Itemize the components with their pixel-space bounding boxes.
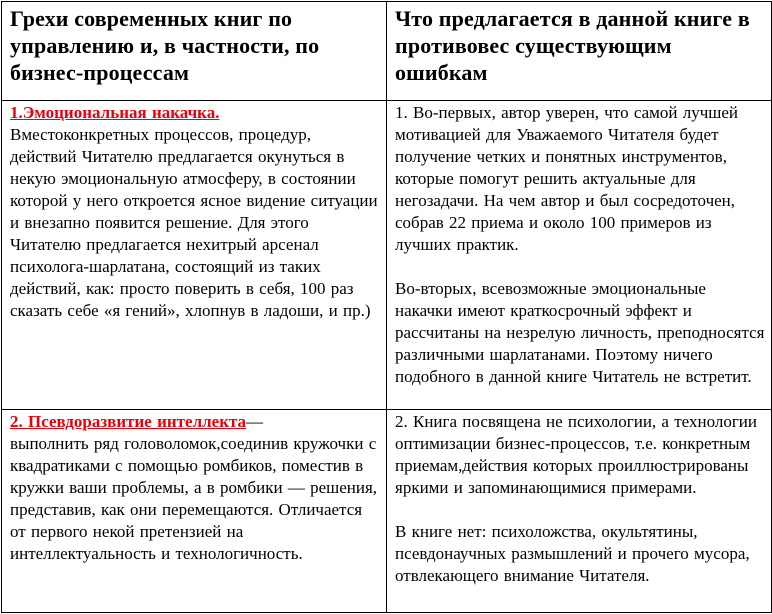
row1-left-cell xyxy=(2,101,387,410)
paragraph-gap xyxy=(395,499,765,521)
sin-item xyxy=(10,102,380,322)
row2-left-cell xyxy=(2,409,387,612)
table-row xyxy=(2,409,772,612)
sin-description: выполнить ряд головоломок,соединив кружочки с квадратиками с помощью ромбиков, поместив в кружки ваши проблемы, а в ромбики — решения, представив, как они перемещаются. Отличается от первого некой претензией на интеллектуальность и технологичность. xyxy=(10,433,378,563)
row2-right-cell xyxy=(387,409,772,612)
header-right-cell: Что предлагается в данной книге в противовес существующим ошибкам xyxy=(387,2,772,101)
answer-paragraph: Во-вторых, всевозможные эмоциональные накачки имеют краткосрочный эффект и рассчитаны на незрелую личность, преподносятся различными шарлатанами. Поэтому ничего подобного в данной книге Читатель не встретит. xyxy=(395,279,765,387)
sin-description: Вместоконкретных процессов, процедур, действий Читателю предлагается окунуться в некую эмоциональную атмосферу, в состоянии которой у него откроется ясное видение ситуации и внезапно появится решение. Для этого Читателю предлагается нехитрый арсенал психолога-шарлатана, состоящий из таких действий, как: просто поверить в себя, 100 раз сказать себе «я гений», хлопнув в ладоши, и пр.) xyxy=(10,125,378,321)
table-header-row xyxy=(2,2,772,101)
row1-right-cell xyxy=(387,101,772,410)
paragraph-gap xyxy=(395,256,765,278)
sin-title-suffix: — xyxy=(246,411,264,431)
table-row xyxy=(2,101,772,410)
sin-item xyxy=(10,411,380,565)
answer-paragraph: 2. Книга посвящена не психологии, а технологии оптимизации бизнес-процессов, т.е. конкретным приемам,действия которых проиллюстрированы яркими и запоминающимися примерами. xyxy=(395,411,758,497)
answer-paragraph: 1. Во-первых, автор уверен, что самой лучшей мотивацией для Уважаемого Читателя будет получение четких и понятных инструментов, которые помогут решить актуальные для негозадачи. На чем автор и был сосредоточен, собрав 22 приема и около 100 примеров из лучших практик. xyxy=(395,103,738,255)
sin-title: 1.Эмоциональная накачка. xyxy=(10,103,220,123)
answer-paragraph: В книге нет: психоложства, окультятины, псевдонаучных размышлений и прочего мусора, отвлекающего внимание Читателя. xyxy=(395,521,750,585)
comparison-table xyxy=(1,1,772,613)
header-left-cell: Грехи современных книг по управлению и, в частности, по бизнес-процессам xyxy=(2,2,387,101)
sin-title: 2. Псевдоразвитие интеллекта xyxy=(10,411,247,431)
